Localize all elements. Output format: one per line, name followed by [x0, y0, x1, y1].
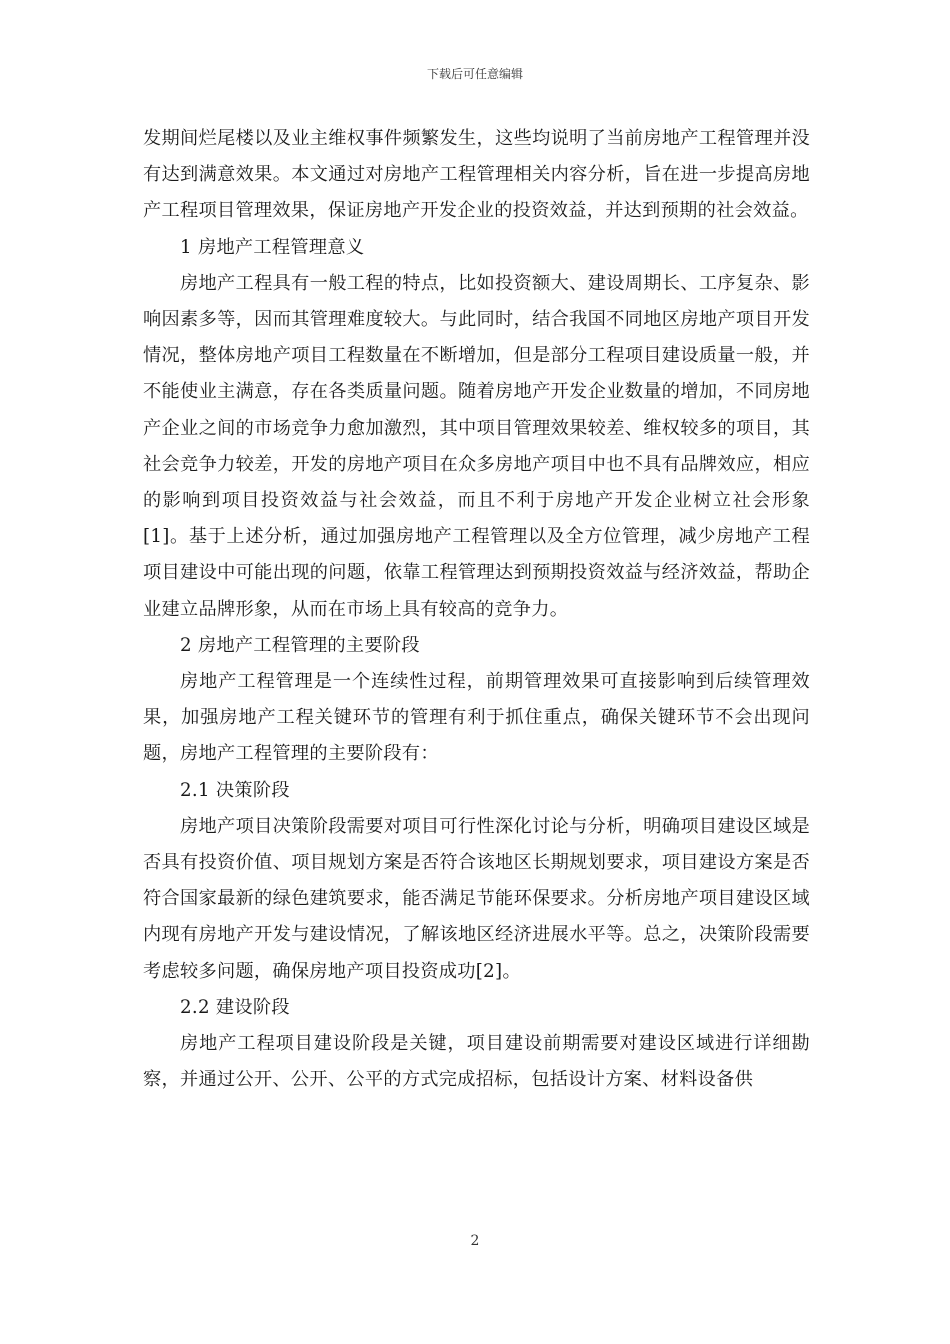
body-paragraph: 房地产工程具有一般工程的特点，比如投资额大、建设周期长、工序复杂、影响因素多等，因而其管理难度较大。与此同时，结合我国不同地区房地产项目开发情况，整体房地产项目工程数量在不断增加，但是部分工程项目建设质量一般，并不能使业主满意，存在各类质量问题。随着房地产开发企业数量的增加，不同房地产企业之间的市场竞争力愈加激烈，其中项目管理效果较差、维权较多的项目，其社会竞争力较差，开发的房地产项目在众多房地产项目中也不具有品牌效应，相应的影响到项目投资效益与社会效益，而且不利于房地产开发企业树立社会形象[1]。基于上述分析，通过加强房地产工程管理以及全方位管理，减少房地产工程项目建设中可能出现的问题，依靠工程管理达到预期投资效益与经济效益，帮助企业建立品牌形象，从而在市场上具有较高的竞争力。 [143, 272, 810, 620]
body-paragraph: 发期间烂尾楼以及业主维权事件频繁发生，这些均说明了当前房地产工程管理并没有达到满意效果。本文通过对房地产工程管理相关内容分析，旨在进一步提高房地产工程项目管理效果，保证房地产开发企业的投资效益，并达到预期的社会效益。 [143, 128, 810, 222]
body-paragraph: 房地产工程项目建设阶段是关键，项目建设前期需要对建设区域进行详细勘察，并通过公开、公开、公平的方式完成招标，包括设计方案、材料设备供 [143, 1033, 810, 1091]
page-number: 2 [470, 1233, 480, 1249]
subsection-heading: 2.1 决策阶段 [180, 779, 290, 801]
document-body [143, 121, 810, 1098]
section-heading: 2 房地产工程管理的主要阶段 [180, 634, 420, 656]
section-heading: 1 房地产工程管理意义 [180, 236, 365, 258]
body-paragraph: 房地产工程管理是一个连续性过程，前期管理效果可直接影响到后续管理效果，加强房地产工程关键环节的管理有利于抓住重点，确保关键环节不会出现问题，房地产工程管理的主要阶段有： [143, 671, 810, 765]
page-header: 下载后可任意编辑 [426, 67, 523, 81]
body-paragraph: 房地产项目决策阶段需要对项目可行性深化讨论与分析，明确项目建设区域是否具有投资价值、项目规划方案是否符合该地区长期规划要求，项目建设方案是否符合国家最新的绿色建筑要求，能否满足节能环保要求。分析房地产项目建设区域内现有房地产开发与建设情况，了解该地区经济进展水平等。总之，决策阶段需要考虑较多问题，确保房地产项目投资成功[2]。 [143, 815, 810, 982]
subsection-heading: 2.2 建设阶段 [180, 996, 290, 1018]
